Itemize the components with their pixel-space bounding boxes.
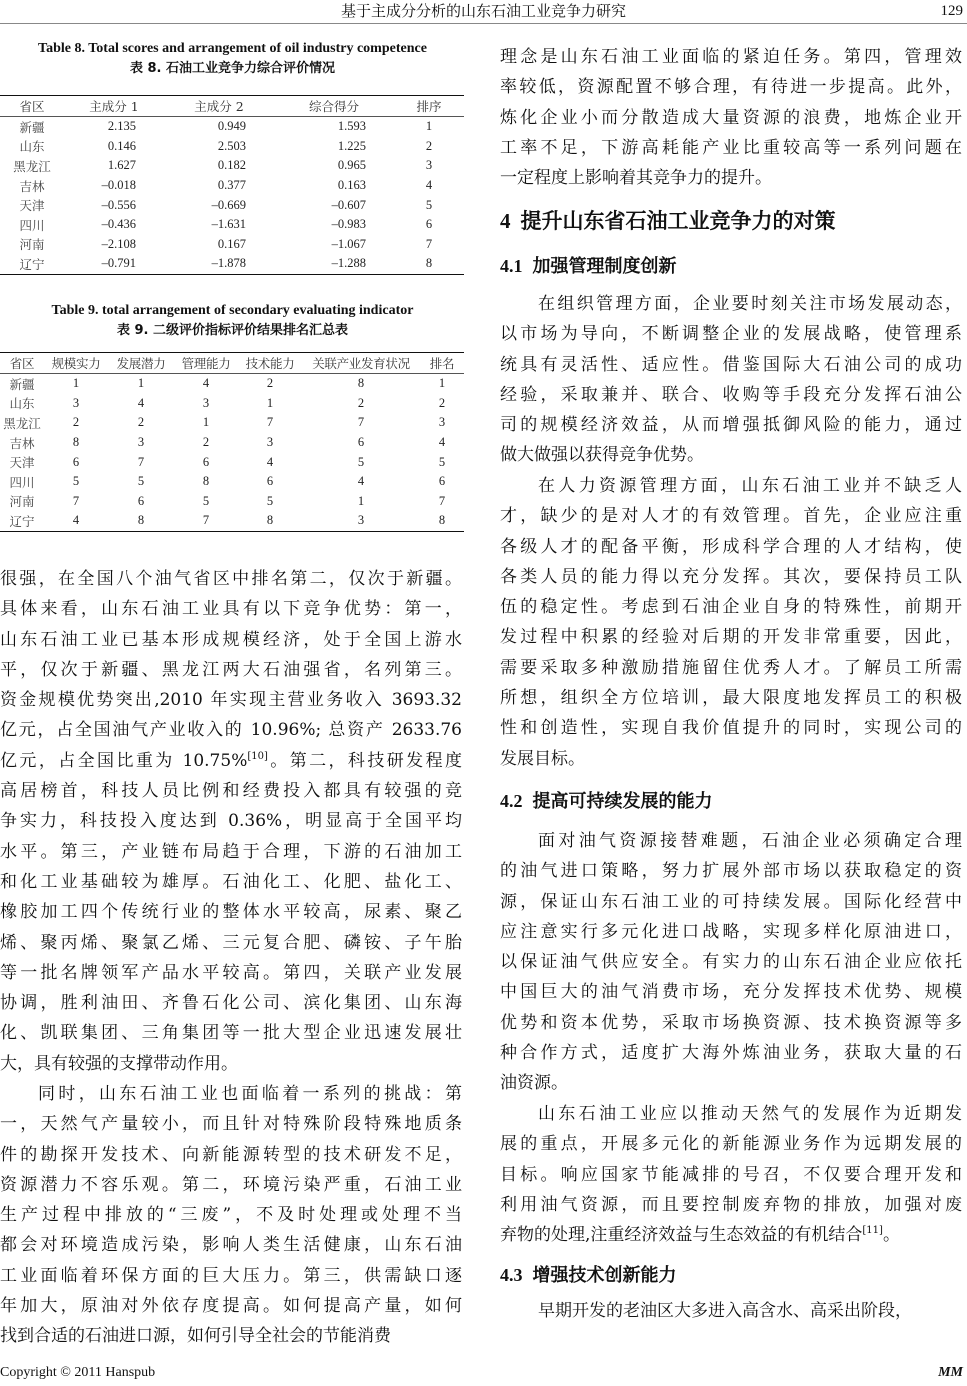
text-line: [500, 683, 962, 713]
value-cell: 5: [425, 197, 433, 212]
text-line-content: 发过程中积累的经验对后期的开发非常重要，因此，: [500, 627, 962, 648]
province-cell: 天津: [19, 198, 45, 214]
value-cell: 1: [425, 119, 433, 134]
province-cell: 辽宁: [19, 256, 45, 272]
table8: [0, 95, 464, 275]
text-line: [0, 1321, 462, 1351]
text-line-content: 源，保证山东石油工业的可持续发展。国际化经营中: [500, 891, 962, 912]
value-cell: –0.018: [101, 178, 136, 193]
table8-header-row: [0, 96, 464, 117]
text-line-content: 经验，采取兼并、联合、收购等手段充分发挥石油公: [500, 384, 962, 405]
column-header: 排名: [429, 356, 455, 371]
footer-copyright: Copyright © 2011 Hanspub: [0, 1365, 156, 1380]
text-line: [500, 562, 962, 592]
value-cell: 7: [266, 415, 274, 430]
text-line-content: 所想，组织全方位培训，最大限度地发挥员工的积极: [500, 688, 962, 709]
text-line: [0, 1109, 462, 1139]
table-row: [0, 156, 464, 176]
text-line: [500, 1129, 962, 1159]
value-cell: 6: [266, 474, 274, 489]
body-paragraph: [500, 42, 962, 193]
text-line-content: 面对油气资源接替难题，石油企业必须确定合理: [538, 831, 962, 851]
text-line: [500, 532, 962, 562]
text-line: [0, 685, 462, 715]
text-line: [0, 594, 462, 624]
section-title: 提高可持续发展的能力: [532, 791, 713, 812]
table-row: [0, 235, 464, 255]
province-cell: 河南: [19, 237, 45, 253]
table-row: [0, 215, 464, 235]
text-line: [0, 1200, 462, 1230]
text-line: [0, 625, 462, 655]
text-line: [0, 715, 462, 745]
value-cell: 2: [202, 435, 210, 450]
value-cell: 6: [357, 435, 365, 450]
value-cell: 1.627: [107, 158, 136, 173]
text-line: [500, 744, 962, 774]
column-header: 主成分 2: [194, 99, 244, 114]
value-cell: 2: [438, 395, 446, 410]
body-paragraph: [500, 1296, 962, 1326]
value-cell: –0.436: [101, 217, 136, 232]
text-line: [500, 501, 962, 531]
text-line-content: 才，缺少的是对人才的有效管理。首先，企业应注重: [500, 506, 962, 527]
text-line-content: 以市场为导向，不断调整企业的发展战略，使管理系: [500, 324, 962, 345]
value-cell: 0.377: [217, 178, 246, 193]
section-title: 提升山东省石油工业竞争力的对策: [520, 209, 836, 233]
value-cell: 6: [425, 217, 433, 232]
text-line-content: 各级人才的配备平衡，形成科学合理的人才结构，使: [500, 536, 962, 557]
table9-caption-zh: 表 9. 二级评价指标评价结果排名汇总表: [116, 323, 349, 338]
value-cell: 4: [438, 435, 446, 450]
text-line-content: 。第二，科技研发程度: [267, 750, 462, 771]
text-line-content: 都会对环境造成污染，影响人类生活健康，山东石油: [0, 1235, 462, 1256]
province-cell: 四川: [19, 217, 45, 233]
body-paragraph: [500, 826, 962, 1099]
text-line-content: 一，天然气产量较小，而且针对特殊阶段特殊地质条: [0, 1114, 462, 1135]
text-line-content: 找到合适的石油进口源，如何引导全社会的节能消费: [0, 1326, 391, 1347]
text-line: [0, 1140, 462, 1170]
column-header: 排序: [416, 99, 442, 114]
value-cell: –1.067: [331, 236, 366, 251]
value-cell: –0.669: [211, 197, 246, 212]
text-line: [500, 319, 962, 349]
body-paragraph: [500, 1099, 962, 1250]
value-cell: 4: [425, 178, 433, 193]
text-line: [500, 592, 962, 622]
text-line-content: 工率不足，下游高耗能产业比重较高等一系列问题在: [500, 137, 962, 158]
section-title: 加强管理制度创新: [532, 256, 677, 277]
table-row: [0, 394, 464, 414]
value-cell: –2.108: [101, 236, 136, 251]
value-cell: 0.163: [337, 178, 366, 193]
value-cell: 4: [266, 454, 274, 469]
table-row: [0, 176, 464, 196]
value-cell: 2: [137, 415, 145, 430]
text-line: [0, 897, 462, 927]
text-line-content: 各类人员的能力得以充分发挥。其次，要保持员工队: [500, 566, 962, 587]
text-line-content: 率较低，资源配置不够合理，有待进一步提高。此外，: [500, 77, 962, 98]
value-cell: 5: [72, 474, 80, 489]
value-cell: 0.965: [337, 158, 366, 173]
text-line-content: 生产过程中排放的“三废”，不及时处理或处理不当: [0, 1205, 462, 1226]
value-cell: 3: [202, 395, 210, 410]
text-line: [500, 653, 962, 683]
value-cell: 3: [438, 415, 446, 430]
text-line-content: 工业面临着环保方面的巨大压力。第三，供需缺口逐: [0, 1265, 462, 1286]
value-cell: 2: [357, 395, 365, 410]
text-line: [500, 1008, 962, 1038]
table9: [0, 352, 464, 532]
text-line-content: 早期开发的老油区大多进入高含水、高采出阶段，: [538, 1301, 912, 1321]
value-cell: 0.949: [217, 119, 246, 134]
text-line-content: 需要采取多种激励措施留住优秀人才。了解员工所需: [500, 657, 962, 678]
value-cell: 5: [357, 454, 365, 469]
table8-caption-en: Table 8. Total scores and arrangement of oil industry competence: [38, 41, 427, 56]
text-line: [0, 806, 462, 836]
table-row: [0, 137, 464, 157]
section-heading-4-3: [500, 1262, 677, 1289]
value-cell: 6: [137, 493, 145, 508]
value-cell: –1.288: [331, 256, 366, 271]
value-cell: –1.878: [211, 256, 246, 271]
table-row: [0, 472, 464, 492]
text-line: [500, 410, 962, 440]
text-line: [500, 133, 962, 163]
column-header: 综合得分: [308, 99, 359, 114]
citation-ref: [10]: [247, 750, 268, 762]
text-line-content: 同时，山东石油工业也面临着一系列的挑战：第: [38, 1084, 462, 1104]
province-cell: 黑龙江: [3, 415, 41, 431]
text-line-content: 应注意实行多元化进口战略，实现多样化原油进口，: [500, 921, 962, 942]
value-cell: 1: [72, 376, 80, 391]
text-line: [500, 713, 962, 743]
text-line-content: 做大做强以获得竞争优势。: [500, 445, 704, 466]
value-cell: 6: [202, 454, 210, 469]
text-line-content: 优势和资本优势，采取市场换资源、技术换资源等多: [500, 1012, 962, 1033]
value-cell: 4: [357, 474, 365, 489]
text-line-content: 。: [882, 1225, 900, 1246]
value-cell: 7: [72, 493, 80, 508]
text-line: [0, 746, 462, 776]
value-cell: 1: [202, 415, 210, 430]
text-line-content: 等一批名牌领军产品水平较高。第四，关联产业发展: [0, 962, 462, 983]
text-line: [0, 988, 462, 1018]
value-cell: 2: [72, 415, 80, 430]
text-line: [500, 440, 962, 470]
page-number: 129: [940, 3, 963, 19]
value-cell: 1.593: [337, 119, 366, 134]
text-line-content: 争实力，科技投入度达到 0.36%，明显高于全国平均: [0, 811, 462, 832]
value-cell: –0.556: [101, 197, 136, 212]
table9-caption-en: Table 9. total arrangement of secondary evaluating indicator: [51, 303, 414, 318]
text-line-content: 山东石油工业已基本形成规模经济，处于全国上游水: [0, 629, 462, 650]
value-cell: 8: [137, 513, 145, 528]
text-line: [0, 928, 462, 958]
text-line-content: 件的勘探开发技术、向新能源转型的技术研发不足，: [0, 1144, 462, 1165]
value-cell: 3: [72, 395, 80, 410]
body-paragraph: [500, 471, 962, 774]
value-cell: 2: [266, 376, 274, 391]
text-line: [0, 867, 462, 897]
text-line: [500, 289, 962, 319]
text-line: [500, 471, 962, 501]
text-line: [500, 856, 962, 886]
value-cell: 3: [357, 513, 365, 528]
text-line: [500, 72, 962, 102]
value-cell: 0.146: [107, 138, 136, 153]
text-line: [0, 1261, 462, 1291]
section-title: 增强技术创新能力: [532, 1265, 677, 1286]
province-cell: 天津: [9, 455, 35, 471]
column-header: 关联产业发育状况: [312, 356, 410, 371]
value-cell: 7: [202, 513, 210, 528]
table-row: [0, 492, 464, 512]
text-line-content: 亿元，占全国油气产业收入的 10.96%; 总资产 2633.76: [0, 720, 462, 741]
text-line: [500, 380, 962, 410]
text-line-content: 亿元，占全国比重为 10.75%: [0, 750, 248, 771]
value-cell: 0.167: [217, 236, 246, 251]
text-line: [500, 1068, 962, 1098]
province-cell: 黑龙江: [13, 158, 51, 174]
text-line-content: 弃物的处理,注重经济效益与生态效益的有机结合: [500, 1225, 863, 1246]
value-cell: 1: [357, 493, 365, 508]
text-line-content: 水平。第三，产业链布局趋于合理，下游的石油加工: [0, 841, 462, 862]
value-cell: 5: [137, 474, 145, 489]
column-header: 主成分 1: [89, 99, 139, 114]
text-line: [0, 1018, 462, 1048]
text-line-content: 以保证油气供应安全。有实力的山东石油企业应依托: [500, 952, 962, 973]
text-line-content: 一定程度上影响着其竞争力的提升。: [500, 168, 772, 189]
text-line-content: 很强，在全国八个油气省区中排名第二，仅次于新疆。: [0, 569, 462, 589]
value-cell: 8: [425, 256, 433, 271]
text-line-content: 统具有灵活性、适应性。借鉴国际大石油公司的成功: [500, 354, 962, 375]
footer-journal: MM: [938, 1365, 963, 1380]
text-line: [500, 1038, 962, 1068]
text-line: [500, 826, 962, 856]
province-cell: 河南: [9, 494, 35, 510]
value-cell: 7: [425, 236, 433, 251]
text-line-content: 中国巨大的油气消费市场，充分发挥技术优势、规模: [500, 982, 962, 1003]
text-line-content: 资金规模优势突出,2010 年实现主营业务收入 3693.32: [0, 690, 462, 711]
text-line-content: 油资源。: [500, 1073, 568, 1094]
text-line: [0, 958, 462, 988]
text-line-content: 理念是山东石油工业面临的紧迫任务。第四，管理效: [500, 47, 962, 67]
section-number: 4.1: [500, 256, 523, 276]
text-line-content: 性和创造性，实现自我价值提升的同时，实现公司的: [500, 718, 962, 739]
value-cell: 7: [438, 493, 446, 508]
text-line-content: 的油气进口策略，努力扩展外部市场以获取稳定的资: [500, 861, 962, 882]
text-line-content: 种合作方式，适度扩大海外炼油业务，获取大量的石: [500, 1043, 962, 1064]
text-line-content: 具体来看，山东石油工业具有以下竞争优势：第一，: [0, 599, 462, 620]
value-cell: –1.631: [211, 217, 246, 232]
citation-ref: [11]: [862, 1225, 883, 1237]
text-line-content: 在组织管理方面，企业要时刻关注市场发展动态，: [538, 294, 962, 314]
text-line-content: 高居榜首，科技人员比例和经费投入都具有较强的竞: [0, 781, 462, 802]
body-paragraph: [0, 1079, 462, 1352]
value-cell: 3: [425, 158, 433, 173]
province-cell: 辽宁: [9, 513, 35, 529]
value-cell: 8: [438, 513, 446, 528]
text-line: [0, 655, 462, 685]
value-cell: 7: [357, 415, 365, 430]
text-line: [0, 1079, 462, 1109]
table-row: [0, 195, 464, 215]
value-cell: 5: [266, 493, 274, 508]
value-cell: 5: [202, 493, 210, 508]
table-row: [0, 117, 464, 137]
text-line: [0, 837, 462, 867]
section-heading-4: [500, 207, 836, 235]
text-line-content: 司的规模经济效益，从而增强抵御风险的能力，通过: [500, 415, 962, 436]
text-line-content: 山东石油工业应以推动天然气的发展作为近期发: [538, 1104, 962, 1124]
value-cell: 6: [72, 454, 80, 469]
value-cell: 2: [425, 138, 433, 153]
value-cell: 4: [137, 395, 145, 410]
text-line-content: 烯、聚丙烯、聚氯乙烯、三元复合肥、磷铵、子午胎: [0, 932, 462, 953]
text-line: [500, 103, 962, 133]
text-line-content: 在人力资源管理方面，山东石油工业并不缺乏人: [538, 476, 962, 496]
section-heading-4-1: [500, 253, 677, 280]
value-cell: 3: [266, 435, 274, 450]
body-paragraph: [0, 564, 462, 1079]
text-line: [500, 977, 962, 1007]
text-line: [500, 1099, 962, 1129]
text-line: [500, 42, 962, 72]
text-line: [500, 1296, 962, 1326]
table-row: [0, 254, 464, 274]
text-line-content: 大，具有较强的支撑带动作用。: [0, 1053, 238, 1074]
text-line: [0, 1230, 462, 1260]
value-cell: 4: [72, 513, 80, 528]
section-number: 4.2: [500, 791, 523, 811]
text-line-content: 利用油气资源，而且要控制废弃物的排放，加强对废: [500, 1194, 962, 1215]
text-line-content: 展的重点，开展多元化的新能源业务作为远期发展的: [500, 1134, 962, 1155]
province-cell: 四川: [9, 474, 35, 490]
text-line: [0, 1170, 462, 1200]
running-header-title: 基于主成分分析的山东石油工业竞争力研究: [340, 2, 626, 20]
province-cell: 山东: [19, 139, 45, 155]
text-line-content: 炼化企业小而分散造成大量资源的浪费，地炼企业开: [500, 107, 962, 128]
column-header: 管理能力: [181, 356, 231, 371]
table-row: [0, 374, 464, 394]
text-line: [500, 917, 962, 947]
province-cell: 山东: [9, 396, 35, 412]
value-cell: –0.607: [331, 197, 366, 212]
text-line: [0, 1049, 462, 1079]
value-cell: –0.791: [101, 256, 136, 271]
table-row: [0, 413, 464, 433]
text-line-content: 发展目标。: [500, 748, 585, 769]
column-header: 规模实力: [51, 356, 101, 371]
province-cell: 新疆: [19, 119, 45, 135]
value-cell: 1: [266, 395, 274, 410]
value-cell: –0.983: [331, 217, 366, 232]
text-line-content: 平，仅次于新疆、黑龙江两大石油强省，名列第三。: [0, 659, 462, 680]
text-line-content: 目标。响应国家节能减排的号召，不仅要合理开发和: [500, 1164, 962, 1185]
value-cell: 6: [438, 474, 446, 489]
province-cell: 吉林: [19, 178, 45, 194]
text-line: [500, 947, 962, 977]
text-line-content: 协调，胜利油田、齐鲁石化公司、滨化集团、山东海: [0, 993, 462, 1014]
value-cell: 8: [357, 376, 365, 391]
text-line-content: 橡胶加工四个传统行业的整体水平较高，尿素、聚乙: [0, 902, 462, 923]
text-line: [500, 887, 962, 917]
value-cell: 8: [266, 513, 274, 528]
table-row: [0, 433, 464, 453]
value-cell: 5: [438, 454, 446, 469]
text-line-content: 化、凯联集团、三角集团等一批大型企业迅速发展壮: [0, 1023, 462, 1044]
text-line: [500, 1220, 962, 1250]
value-cell: 0.182: [217, 158, 246, 173]
table9-header-row: [0, 353, 464, 374]
value-cell: 7: [137, 454, 145, 469]
column-header: 省区: [9, 356, 35, 371]
text-line-content: 年加大，原油对外依存度提高。如何提高产量，如何: [0, 1296, 462, 1317]
text-line: [500, 350, 962, 380]
column-header: 技术能力: [245, 356, 295, 371]
value-cell: 8: [202, 474, 210, 489]
value-cell: 1.225: [337, 138, 366, 153]
table-row: [0, 452, 464, 472]
text-line-content: 资源潜力不容乐观。第二，环境污染严重，石油工业: [0, 1174, 462, 1195]
value-cell: 2.135: [107, 119, 136, 134]
value-cell: 1: [438, 376, 446, 391]
text-line: [0, 1291, 462, 1321]
value-cell: 2.503: [217, 138, 246, 153]
section-heading-4-2: [500, 788, 713, 815]
text-line-content: 伍的稳定性。考虑到石油企业自身的特殊性，前期开: [500, 597, 962, 618]
text-line: [0, 564, 462, 594]
text-line: [500, 1190, 962, 1220]
text-line: [500, 622, 962, 652]
header-rule: [0, 23, 967, 24]
section-number: 4: [500, 209, 511, 233]
column-header: 发展潜力: [116, 356, 166, 371]
province-cell: 吉林: [9, 435, 35, 451]
value-cell: 3: [137, 435, 145, 450]
text-line-content: 和化工业基础较为雄厚。石油化工、化肥、盐化工、: [0, 871, 462, 892]
column-header: 省区: [19, 99, 45, 114]
table-row: [0, 511, 464, 531]
text-line: [500, 1160, 962, 1190]
province-cell: 新疆: [9, 376, 35, 392]
table8-caption-zh: 表 8. 石油工业竞争力综合评价情况: [129, 61, 336, 76]
text-line: [500, 163, 962, 193]
section-number: 4.3: [500, 1265, 523, 1285]
body-paragraph: [500, 289, 962, 471]
value-cell: 4: [202, 376, 210, 391]
value-cell: 8: [72, 435, 80, 450]
text-line: [0, 776, 462, 806]
value-cell: 1: [137, 376, 145, 391]
